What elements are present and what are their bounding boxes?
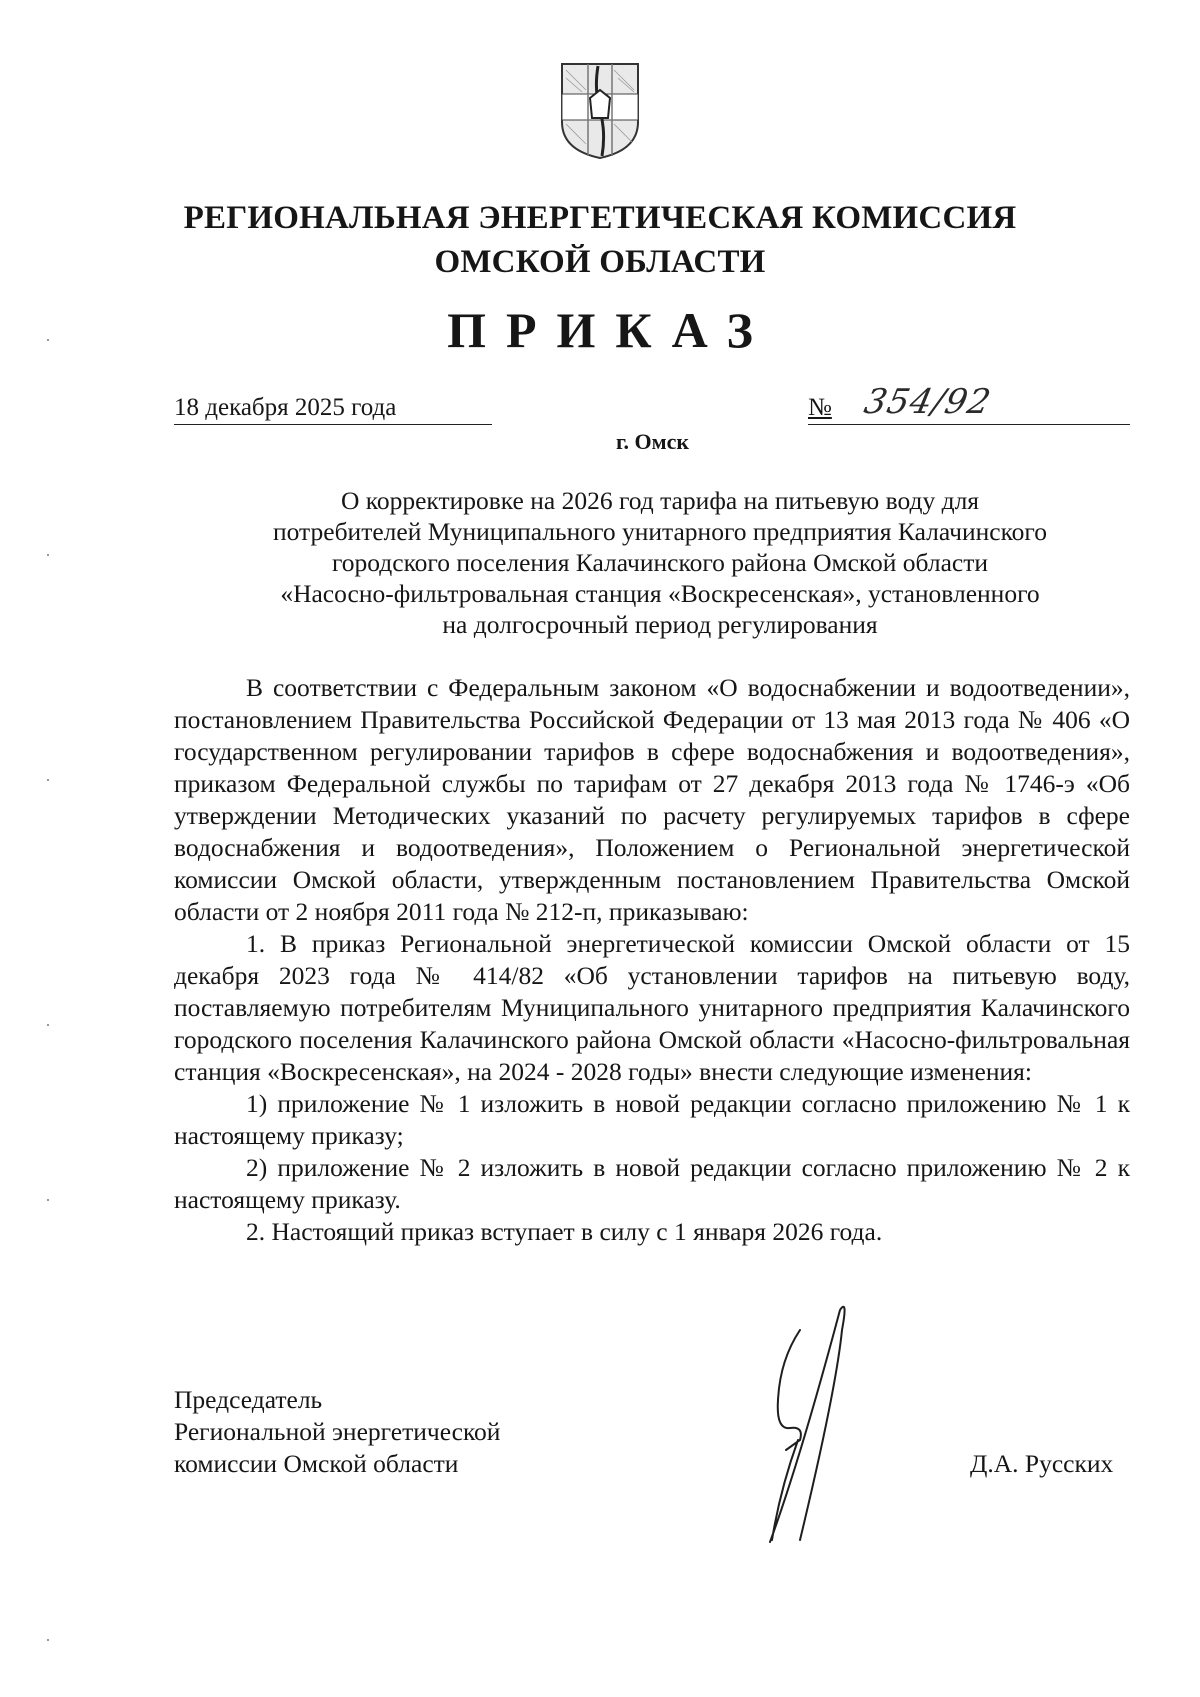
document-body [174, 672, 1130, 1248]
document-city: г. Омск [615, 429, 690, 454]
organization-line-2: ОМСКОЙ ОБЛАСТИ [434, 244, 766, 280]
signatory-name: Д.А. Русских [970, 1449, 1114, 1478]
subject-line: потребителей Муниципального унитарного предприятия Калачинского [272, 517, 1047, 546]
order-subitem-2: 2) приложение № 2 изложить в новой редакции согласно приложению № 2 к настоящему приказу. [174, 1153, 1130, 1214]
document-number-handwritten: 354/92 [860, 382, 995, 422]
subject-line: городского поселения Калачинского района Омской области [331, 548, 989, 577]
document-date: 18 декабря 2025 года [174, 392, 492, 425]
order-subitem-1: 1) приложение № 1 изложить в новой редакции согласно приложению № 1 к настоящему приказу; [174, 1089, 1130, 1150]
position-line: Региональной энергетической [174, 1417, 501, 1446]
document-type-title: ПРИКАЗ [447, 302, 773, 358]
coat-of-arms-emblem [558, 60, 642, 160]
subject-line: О корректировке на 2026 год тарифа на питьевую воду для [340, 486, 980, 515]
order-item-2: 2. Настоящий приказ вступает в силу с 1 января 2026 года. [246, 1217, 883, 1246]
organization-name [0, 196, 1200, 284]
handwritten-signature [740, 1290, 890, 1550]
position-line: Председатель [174, 1385, 323, 1414]
order-item-1: 1. В приказ Региональной энергетической комиссии Омской области от 15 декабря 2023 года № 414/82 «Об установлении тарифов на питьевую воду, поставляемую потребителям Муниципального унитарного предприятия Калачинского городского поселения Калачинского района Омской области «Насосно-фильтровальная станция «Воскресенская», на 2024 - 2028 годы» внести следующие изменения: [174, 929, 1130, 1086]
signatory-position [174, 1384, 500, 1480]
number-sign: № [808, 394, 832, 421]
subject-line: на долгосрочный период регулирования [442, 610, 878, 639]
document-subject [190, 485, 1130, 640]
organization-line-1: РЕГИОНАЛЬНАЯ ЭНЕРГЕТИЧЕСКАЯ КОМИССИЯ [183, 200, 1017, 236]
position-line: комиссии Омской области [174, 1449, 459, 1478]
subject-line: «Насосно-фильтровальная станция «Воскресенская», установленного [280, 579, 1040, 608]
scan-margin-marks [44, 0, 52, 1697]
preamble-paragraph: В соответствии с Федеральным законом «О водоснабжении и водоотведении», постановлением Правительства Российской Федерации от 13 мая 2013 года № 406 «О государственном регулировании тарифов в сфере водоснабжения и водоотведения», приказом Федеральной службы по тарифам от 27 декабря 2013 года № 1746-э «Об утверждении Методических указаний по расчету регулируемых тарифов в сфере водоснабжения и водоотведения», Положением о Региональной энергетической комиссии Омской области, утвержденным постановлением Правительства Омской области от 2 ноября 2011 года № 212-п, приказываю: [174, 673, 1130, 926]
